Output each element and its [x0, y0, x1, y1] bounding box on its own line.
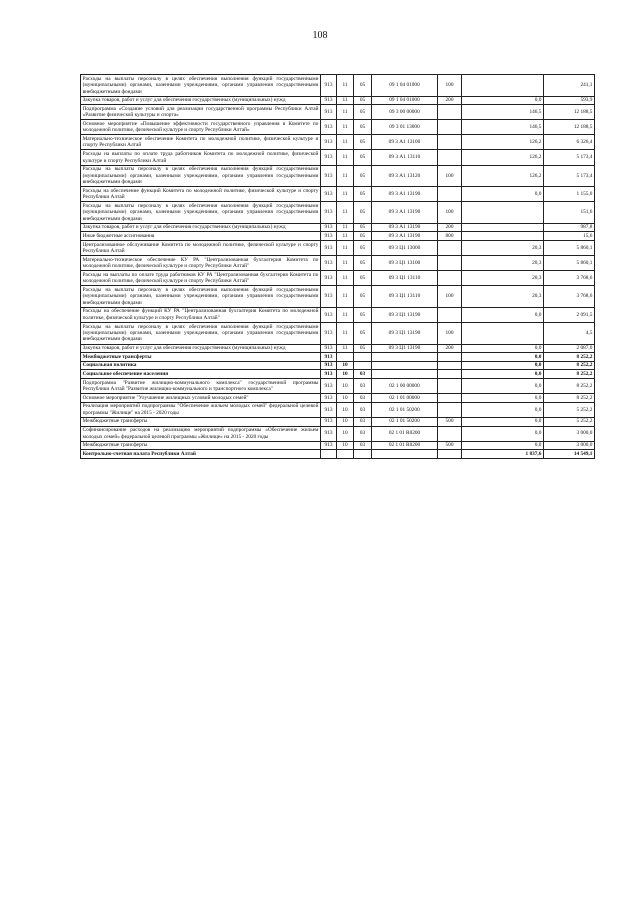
amount-cell-2: 5 173,4	[544, 150, 595, 165]
ved-cell: 913	[321, 322, 337, 344]
vr-cell	[438, 120, 462, 135]
ved-cell: 913	[321, 344, 337, 353]
vr-cell: 500	[438, 441, 462, 450]
amount-cell-2: 1 155,0	[544, 187, 595, 202]
row-name-cell: Расходы на обеспечение функций Комитета по молодежной политике, физической культуре и спорту Республики Алтай	[81, 187, 321, 202]
table-row	[81, 286, 595, 308]
row-name-cell: Расходы на обеспечение функций КУ РА "Централизованная бухгалтерия Комитета по молодежной политике, физической культуре и спорту Республики Алтай"	[81, 307, 321, 322]
rz-cell: 10	[337, 402, 354, 417]
ved-cell: 913	[321, 135, 337, 150]
table-row	[81, 150, 595, 165]
pr-cell: 03	[354, 379, 372, 394]
rz-cell: 10	[337, 417, 354, 426]
rz-cell: 11	[337, 135, 354, 150]
row-name-cell: Софинансирование расходов на реализацию мероприятий подпрограммы «Обеспечение жильем молодых семей» федеральной целевой программы «Жилище» на 2015 - 2020 годы	[81, 426, 321, 441]
pr-cell	[354, 450, 372, 459]
csr-cell: 02 1 01 50200	[372, 402, 438, 417]
amount-cell-2: 987,8	[544, 223, 595, 232]
rz-cell: 11	[337, 286, 354, 308]
pr-cell: 03	[354, 394, 372, 403]
rz-cell: 11	[337, 223, 354, 232]
row-name-cell: Основное мероприятие "Улучшение жилищных условий молодых семей"	[81, 394, 321, 403]
amount-cell-1: 0,0	[462, 307, 544, 322]
amount-cell-2: 5 173,4	[544, 165, 595, 187]
csr-cell: 09 3 Ц1 13190	[372, 307, 438, 322]
amount-cell-2: 151,6	[544, 202, 595, 224]
pr-cell: 05	[354, 223, 372, 232]
vr-cell	[438, 150, 462, 165]
ved-cell: 913	[321, 223, 337, 232]
row-name-cell: Расходы на выплаты по оплате труда работников Комитета по молодежной политике, физической культуре и спорту Республики Алтай	[81, 150, 321, 165]
pr-cell: 03	[354, 417, 372, 426]
rz-cell: 11	[337, 232, 354, 241]
vr-cell: 200	[438, 223, 462, 232]
amount-cell-2: 8 252,2	[544, 394, 595, 403]
amount-cell-1: 0,0	[462, 344, 544, 353]
rz-cell: 11	[337, 165, 354, 187]
table-row	[81, 307, 595, 322]
amount-cell-1: 0,0	[462, 96, 544, 105]
table-row	[81, 361, 595, 370]
amount-cell-2: 241,1	[544, 75, 595, 97]
amount-cell-2: 8 252,2	[544, 361, 595, 370]
row-name-cell: Основное мероприятие «Повышение эффективности государственного управления в Комитете по молодежной политике, физической культуре и спорту Республики Алтай»	[81, 120, 321, 135]
ved-cell: 913	[321, 370, 337, 379]
amount-cell-2: 6 326,4	[544, 135, 595, 150]
rz-cell: 10	[337, 361, 354, 370]
ved-cell: 913	[321, 402, 337, 417]
amount-cell-1: 20,3	[462, 286, 544, 308]
csr-cell: 09 1 04 01000	[372, 75, 438, 97]
ved-cell: 913	[321, 394, 337, 403]
vr-cell: 100	[438, 75, 462, 97]
vr-cell	[438, 450, 462, 459]
table-row	[81, 105, 595, 120]
ved-cell	[321, 450, 337, 459]
rz-cell: 11	[337, 322, 354, 344]
amount-cell-1: 0,0	[462, 441, 544, 450]
ved-cell: 913	[321, 75, 337, 97]
vr-cell	[438, 402, 462, 417]
vr-cell: 100	[438, 322, 462, 344]
ved-cell: 913	[321, 426, 337, 441]
pr-cell: 05	[354, 135, 372, 150]
amount-cell-1	[462, 232, 544, 241]
rz-cell: 11	[337, 105, 354, 120]
vr-cell	[438, 307, 462, 322]
pr-cell	[354, 353, 372, 362]
vr-cell	[438, 187, 462, 202]
table-row	[81, 394, 595, 403]
csr-cell: 09 3 Ц1 13110	[372, 271, 438, 286]
row-name-cell: Иные бюджетные ассигнования	[81, 232, 321, 241]
amount-cell-1: 0,0	[462, 187, 544, 202]
csr-cell: 09 1 04 01000	[372, 96, 438, 105]
rz-cell: 11	[337, 241, 354, 256]
ved-cell: 913	[321, 307, 337, 322]
amount-cell-1: 0,0	[462, 370, 544, 379]
row-name-cell: Расходы на выплаты персоналу в целях обеспечения выполнения функций государственными (муниципальными) органами, казенными учреждениями, органами управления государственными внебюджетными фондами	[81, 202, 321, 224]
amount-cell-1: 0,0	[462, 417, 544, 426]
rz-cell: 11	[337, 75, 354, 97]
csr-cell: 09 3 Ц1 13110	[372, 286, 438, 308]
vr-cell: 100	[438, 202, 462, 224]
amount-cell-1: 126,2	[462, 135, 544, 150]
pr-cell: 03	[354, 441, 372, 450]
ved-cell: 913	[321, 353, 337, 362]
csr-cell	[372, 353, 438, 362]
amount-cell-2: 12 188,5	[544, 120, 595, 135]
amount-cell-2: 593,9	[544, 96, 595, 105]
rz-cell: 10	[337, 441, 354, 450]
pr-cell: 05	[354, 256, 372, 271]
vr-cell	[438, 426, 462, 441]
row-name-cell: Расходы на выплаты персоналу в целях обеспечения выполнения функций государственными (муниципальными) органами, казенными учреждениями, органами управления государственными внебюджетными фондами	[81, 75, 321, 97]
amount-cell-1: 1 837,6	[462, 450, 544, 459]
vr-cell: 800	[438, 232, 462, 241]
row-name-cell: Межбюджетные трансферты	[81, 417, 321, 426]
pr-cell: 05	[354, 120, 372, 135]
vr-cell	[438, 271, 462, 286]
amount-cell-1: 0,0	[462, 402, 544, 417]
amount-cell-2: 5 860,1	[544, 256, 595, 271]
rz-cell	[337, 450, 354, 459]
row-name-cell: Материально-техническое обеспечение КУ РА "Централизованная бухгалтерия Комитета по молодежной политике, физической культуре и спорту Республики Алтай"	[81, 256, 321, 271]
row-name-cell: Реализация мероприятий подпрограммы "Обеспечение жильем молодых семей" федеральной целевой программы "Жилище" на 2015 - 2020 годы	[81, 402, 321, 417]
ved-cell: 913	[321, 105, 337, 120]
table-row	[81, 353, 595, 362]
pr-cell: 05	[354, 202, 372, 224]
row-name-cell: Социальная политика	[81, 361, 321, 370]
csr-cell: 09 3 Ц1 13190	[372, 322, 438, 344]
ved-cell: 913	[321, 165, 337, 187]
pr-cell: 05	[354, 286, 372, 308]
vr-cell	[438, 370, 462, 379]
csr-cell: 02 1 01 R0200	[372, 441, 438, 450]
amount-cell-1: 20,3	[462, 271, 544, 286]
rz-cell: 10	[337, 370, 354, 379]
amount-cell-2: 2 091,5	[544, 307, 595, 322]
amount-cell-2: 4,5	[544, 322, 595, 344]
amount-cell-2: 12 188,5	[544, 105, 595, 120]
rz-cell: 11	[337, 96, 354, 105]
table-row	[81, 187, 595, 202]
amount-cell-2: 5 252,2	[544, 417, 595, 426]
row-name-cell: Централизованное обслуживание Комитета по молодежной политике, физической культуре и спорту Республики Алтай	[81, 241, 321, 256]
vr-cell	[438, 135, 462, 150]
csr-cell: 02 1 01 00000	[372, 394, 438, 403]
table-row	[81, 426, 595, 441]
pr-cell: 05	[354, 271, 372, 286]
amount-cell-1: 20,3	[462, 256, 544, 271]
rz-cell: 10	[337, 394, 354, 403]
vr-cell	[438, 105, 462, 120]
table-row	[81, 96, 595, 105]
table-row	[81, 402, 595, 417]
csr-cell: 02 1 01 R0200	[372, 426, 438, 441]
table-row	[81, 75, 595, 97]
csr-cell: 09 3 А1 13110	[372, 150, 438, 165]
ved-cell: 913	[321, 187, 337, 202]
rz-cell: 10	[337, 426, 354, 441]
rz-cell: 11	[337, 271, 354, 286]
ved-cell: 913	[321, 379, 337, 394]
csr-cell	[372, 370, 438, 379]
row-name-cell: Подпрограмма «Создание условий для реализации государственной программы Республики Алтай «Развитие физической культуры и спорта»	[81, 105, 321, 120]
vr-cell: 200	[438, 96, 462, 105]
amount-cell-2: 2 087,0	[544, 344, 595, 353]
ved-cell: 913	[321, 286, 337, 308]
pr-cell: 05	[354, 322, 372, 344]
amount-cell-1	[462, 75, 544, 97]
amount-cell-1: 0,0	[462, 353, 544, 362]
pr-cell: 03	[354, 370, 372, 379]
page-number: 108	[312, 30, 328, 41]
table-row	[81, 271, 595, 286]
vr-cell	[438, 256, 462, 271]
pr-cell: 05	[354, 344, 372, 353]
amount-cell-1: 126,2	[462, 165, 544, 187]
table-row	[81, 241, 595, 256]
ved-cell: 913	[321, 150, 337, 165]
amount-cell-1: 146,5	[462, 120, 544, 135]
ved-cell: 913	[321, 96, 337, 105]
row-name-cell: Расходы на выплаты персоналу в целях обеспечения выполнения функций государственными (муниципальными) органами, казенными учреждениями, органами управления государственными внебюджетными фондами	[81, 165, 321, 187]
pr-cell: 05	[354, 96, 372, 105]
csr-cell: 02 1 00 00000	[372, 379, 438, 394]
amount-cell-2: 8 252,2	[544, 379, 595, 394]
row-name-cell: Социальное обеспечение населения	[81, 370, 321, 379]
ved-cell: 913	[321, 271, 337, 286]
table-row	[81, 450, 595, 459]
pr-cell: 05	[354, 241, 372, 256]
pr-cell	[354, 361, 372, 370]
amount-cell-2: 5 252,2	[544, 402, 595, 417]
csr-cell: 09 3 А1 13190	[372, 202, 438, 224]
vr-cell: 500	[438, 417, 462, 426]
table-row	[81, 202, 595, 224]
amount-cell-2: 8 252,2	[544, 353, 595, 362]
amount-cell-1: 0,0	[462, 426, 544, 441]
csr-cell: 09 3 Ц1 13190	[372, 344, 438, 353]
table-row	[81, 120, 595, 135]
amount-cell-1: 0,0	[462, 361, 544, 370]
ved-cell: 913	[321, 241, 337, 256]
row-name-cell: Подпрограмма "Развитие жилищно-коммунального комплекса" государственной программы Республики Алтай "Развитие жилищно-коммунального и транспортного комплекса"	[81, 379, 321, 394]
amount-cell-2: 3 000,0	[544, 441, 595, 450]
csr-cell: 09 3 Ц1 13100	[372, 256, 438, 271]
row-name-cell: Межбюджетные трансферты	[81, 441, 321, 450]
table-row	[81, 223, 595, 232]
amount-cell-1: 0,0	[462, 394, 544, 403]
vr-cell: 100	[438, 165, 462, 187]
table-row	[81, 322, 595, 344]
rz-cell: 10	[337, 379, 354, 394]
csr-cell: 09 3 А1 13190	[372, 232, 438, 241]
csr-cell	[372, 361, 438, 370]
table-row	[81, 232, 595, 241]
csr-cell: 09 3 01 13000	[372, 120, 438, 135]
csr-cell: 09 3 А1 13190	[372, 223, 438, 232]
rz-cell: 11	[337, 307, 354, 322]
amount-cell-2: 3 768,6	[544, 286, 595, 308]
table-row	[81, 344, 595, 353]
ved-cell: 913	[321, 232, 337, 241]
rz-cell: 11	[337, 150, 354, 165]
rz-cell: 11	[337, 120, 354, 135]
table-row	[81, 256, 595, 271]
row-name-cell: Расходы на выплаты персоналу в целях обеспечения выполнения функций государственными (муниципальными) органами, казенными учреждениями, органами управления государственными внебюджетными фондами	[81, 286, 321, 308]
amount-cell-2: 15,6	[544, 232, 595, 241]
csr-cell: 09 3 А1 13190	[372, 187, 438, 202]
rz-cell: 11	[337, 256, 354, 271]
amount-cell-1: 146,5	[462, 105, 544, 120]
amount-cell-1: 20,3	[462, 241, 544, 256]
rz-cell: 11	[337, 202, 354, 224]
ved-cell: 913	[321, 120, 337, 135]
ved-cell: 913	[321, 417, 337, 426]
amount-cell-2: 14 549,1	[544, 450, 595, 459]
pr-cell: 05	[354, 75, 372, 97]
vr-cell: 100	[438, 286, 462, 308]
table-row	[81, 135, 595, 150]
vr-cell	[438, 379, 462, 394]
row-name-cell: Межбюджетные трансферты	[81, 353, 321, 362]
row-name-cell: Расходы на выплаты персоналу в целях обеспечения выполнения функций государственными (муниципальными) органами, казенными учреждениями, органами управления государственными внебюджетными фондами	[81, 322, 321, 344]
vr-cell	[438, 361, 462, 370]
ved-cell: 913	[321, 202, 337, 224]
rz-cell: 11	[337, 187, 354, 202]
table-row	[81, 417, 595, 426]
amount-cell-2: 3 768,6	[544, 271, 595, 286]
csr-cell: 09 3 Ц1 13000	[372, 241, 438, 256]
ved-cell: 913	[321, 361, 337, 370]
amount-cell-1: 0,0	[462, 379, 544, 394]
rz-cell	[337, 353, 354, 362]
budget-table	[80, 74, 595, 459]
amount-cell-1	[462, 223, 544, 232]
vr-cell	[438, 353, 462, 362]
pr-cell: 05	[354, 307, 372, 322]
pr-cell: 05	[354, 105, 372, 120]
pr-cell: 03	[354, 426, 372, 441]
row-name-cell: Контрольно-счетная палата Республики Алтай	[81, 450, 321, 459]
pr-cell: 05	[354, 165, 372, 187]
table-row	[81, 165, 595, 187]
table-row	[81, 379, 595, 394]
row-name-cell: Материально-техническое обеспечение Комитета по молодежной политике, физической культуре и спорту Республики Алтай	[81, 135, 321, 150]
vr-cell	[438, 241, 462, 256]
row-name-cell: Закупка товаров, работ и услуг для обеспечения государственных (муниципальных) нужд	[81, 223, 321, 232]
pr-cell: 05	[354, 150, 372, 165]
amount-cell-1	[462, 202, 544, 224]
csr-cell: 09 3 А1 13100	[372, 135, 438, 150]
csr-cell: 09 3 А1 13120	[372, 165, 438, 187]
table-row	[81, 441, 595, 450]
ved-cell: 913	[321, 256, 337, 271]
vr-cell: 200	[438, 344, 462, 353]
csr-cell: 09 3 00 00000	[372, 105, 438, 120]
csr-cell: 02 1 01 50200	[372, 417, 438, 426]
csr-cell	[372, 450, 438, 459]
row-name-cell: Закупка товаров, работ и услуг для обеспечения государственных (муниципальных) нужд	[81, 344, 321, 353]
pr-cell: 05	[354, 187, 372, 202]
amount-cell-2: 3 000,0	[544, 426, 595, 441]
vr-cell	[438, 394, 462, 403]
row-name-cell: Расходы на выплаты по оплате труда работников КУ РА "Централизованная бухгалтерия Комитета по молодежной политике, физической культуре и спорту Республики Алтай"	[81, 271, 321, 286]
row-name-cell: Закупка товаров, работ и услуг для обеспечения государственных (муниципальных) нужд	[81, 96, 321, 105]
amount-cell-1: 126,2	[462, 150, 544, 165]
table-row	[81, 370, 595, 379]
amount-cell-1	[462, 322, 544, 344]
ved-cell: 913	[321, 441, 337, 450]
amount-cell-2: 5 860,1	[544, 241, 595, 256]
rz-cell: 11	[337, 344, 354, 353]
pr-cell: 03	[354, 402, 372, 417]
pr-cell: 05	[354, 232, 372, 241]
amount-cell-2: 8 252,2	[544, 370, 595, 379]
